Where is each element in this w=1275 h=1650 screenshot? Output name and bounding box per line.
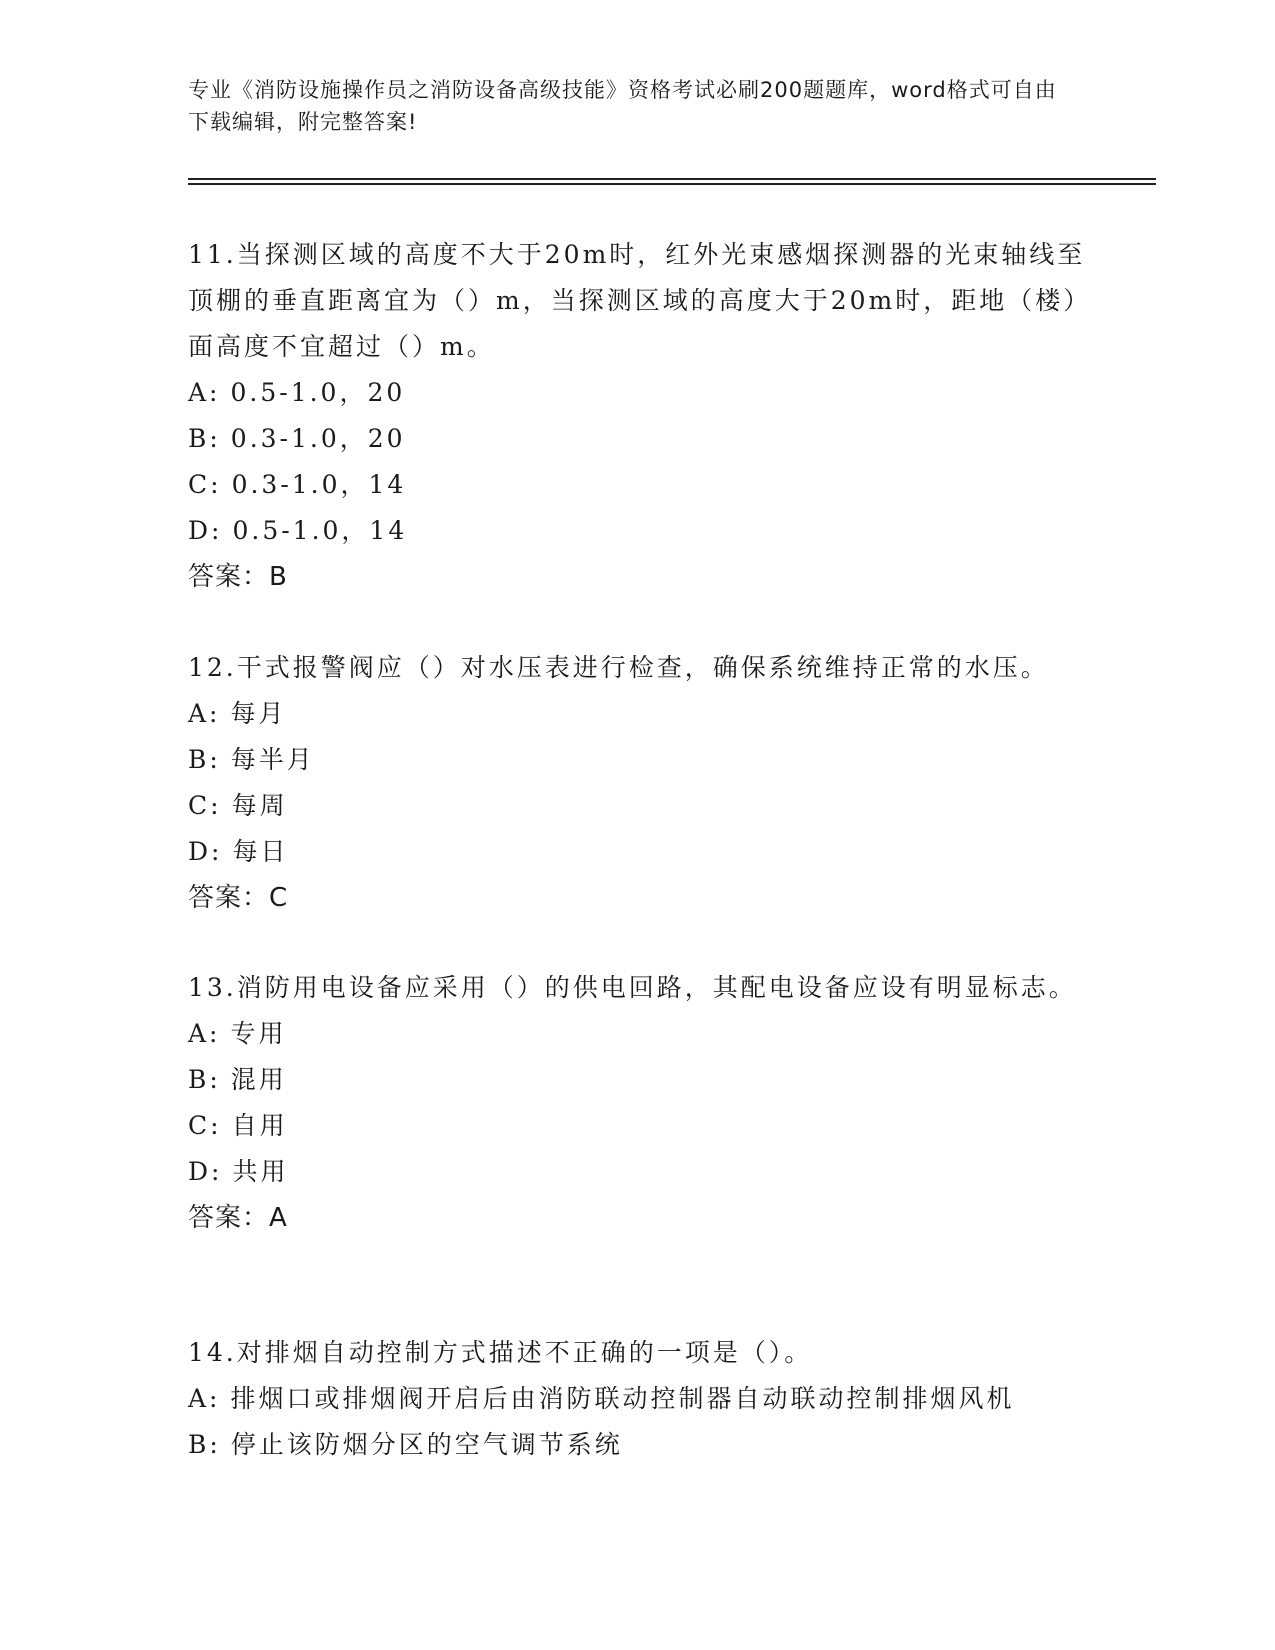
- option-c: [188, 1103, 1088, 1149]
- option-letter: B:: [188, 424, 221, 453]
- option-text: 排烟口或排烟阀开启后由消防联动控制器自动联动控制排烟风机: [230, 1384, 1015, 1413]
- option-letter: C:: [188, 791, 222, 820]
- option-letter: D:: [188, 1157, 223, 1186]
- option-text: 共用: [232, 1157, 289, 1186]
- option-d: [188, 508, 1088, 554]
- option-d: [188, 1149, 1088, 1195]
- option-b: [188, 737, 1088, 783]
- option-a: [188, 1376, 1088, 1422]
- option-a: [188, 691, 1088, 737]
- option-letter: C:: [188, 1111, 222, 1140]
- option-letter: A:: [188, 1384, 221, 1413]
- option-letter: D:: [188, 837, 223, 866]
- answer-label: 答案：A: [188, 1203, 288, 1233]
- option-c: [188, 783, 1088, 829]
- option-letter: A:: [188, 378, 221, 407]
- option-a: [188, 370, 1088, 416]
- option-text: 停止该防烟分区的空气调节系统: [230, 1430, 623, 1459]
- option-a: [188, 1011, 1088, 1057]
- option-text: 0.5-1.0，20: [230, 378, 406, 407]
- option-d: [188, 829, 1088, 875]
- option-text: 0.3-1.0，14: [231, 470, 407, 499]
- option-b: [188, 416, 1088, 462]
- question-stem: 13.消防用电设备应采用（）的供电回路，其配电设备应设有明显标志。: [188, 973, 1077, 1002]
- question-12: [188, 645, 1088, 921]
- option-letter: B:: [188, 1430, 221, 1459]
- option-letter: B:: [188, 1065, 221, 1094]
- option-b: [188, 1057, 1088, 1103]
- option-text: 混用: [230, 1065, 287, 1094]
- question-14: [188, 1330, 1088, 1468]
- option-letter: D:: [188, 516, 223, 545]
- header-divider-top: [188, 178, 1156, 180]
- header-divider-bottom: [188, 183, 1156, 185]
- option-text: 每半月: [230, 745, 315, 774]
- question-11: [188, 232, 1088, 600]
- option-letter: C:: [188, 470, 222, 499]
- question-stem: 11.当探测区域的高度不大于20m时，红外光束感烟探测器的光束轴线至顶棚的垂直距离宜为（）m，当探测区域的高度大于20m时，距地（楼）面高度不宜超过（）m。: [188, 240, 1086, 361]
- answer-label: 答案：B: [188, 562, 288, 592]
- option-text: 0.5-1.0，14: [232, 516, 408, 545]
- option-c: [188, 462, 1088, 508]
- option-text: 每日: [232, 837, 289, 866]
- question-stem: 12.干式报警阀应（）对水压表进行检查，确保系统维持正常的水压。: [188, 653, 1049, 682]
- option-text: 专用: [230, 1019, 287, 1048]
- question-stem: 14.对排烟自动控制方式描述不正确的一项是（）。: [188, 1338, 813, 1367]
- option-letter: B:: [188, 745, 221, 774]
- answer-label: 答案：C: [188, 883, 289, 913]
- document-header: 专业《消防设施操作员之消防设备高级技能》资格考试必刷200题题库，word格式可自由下载编辑，附完整答案!: [188, 78, 1057, 134]
- option-b: [188, 1422, 1088, 1468]
- option-text: 每月: [230, 699, 287, 728]
- option-letter: A:: [188, 1019, 221, 1048]
- question-13: [188, 965, 1088, 1241]
- option-text: 自用: [231, 1111, 288, 1140]
- option-text: 每周: [231, 791, 288, 820]
- option-letter: A:: [188, 699, 221, 728]
- option-text: 0.3-1.0，20: [230, 424, 406, 453]
